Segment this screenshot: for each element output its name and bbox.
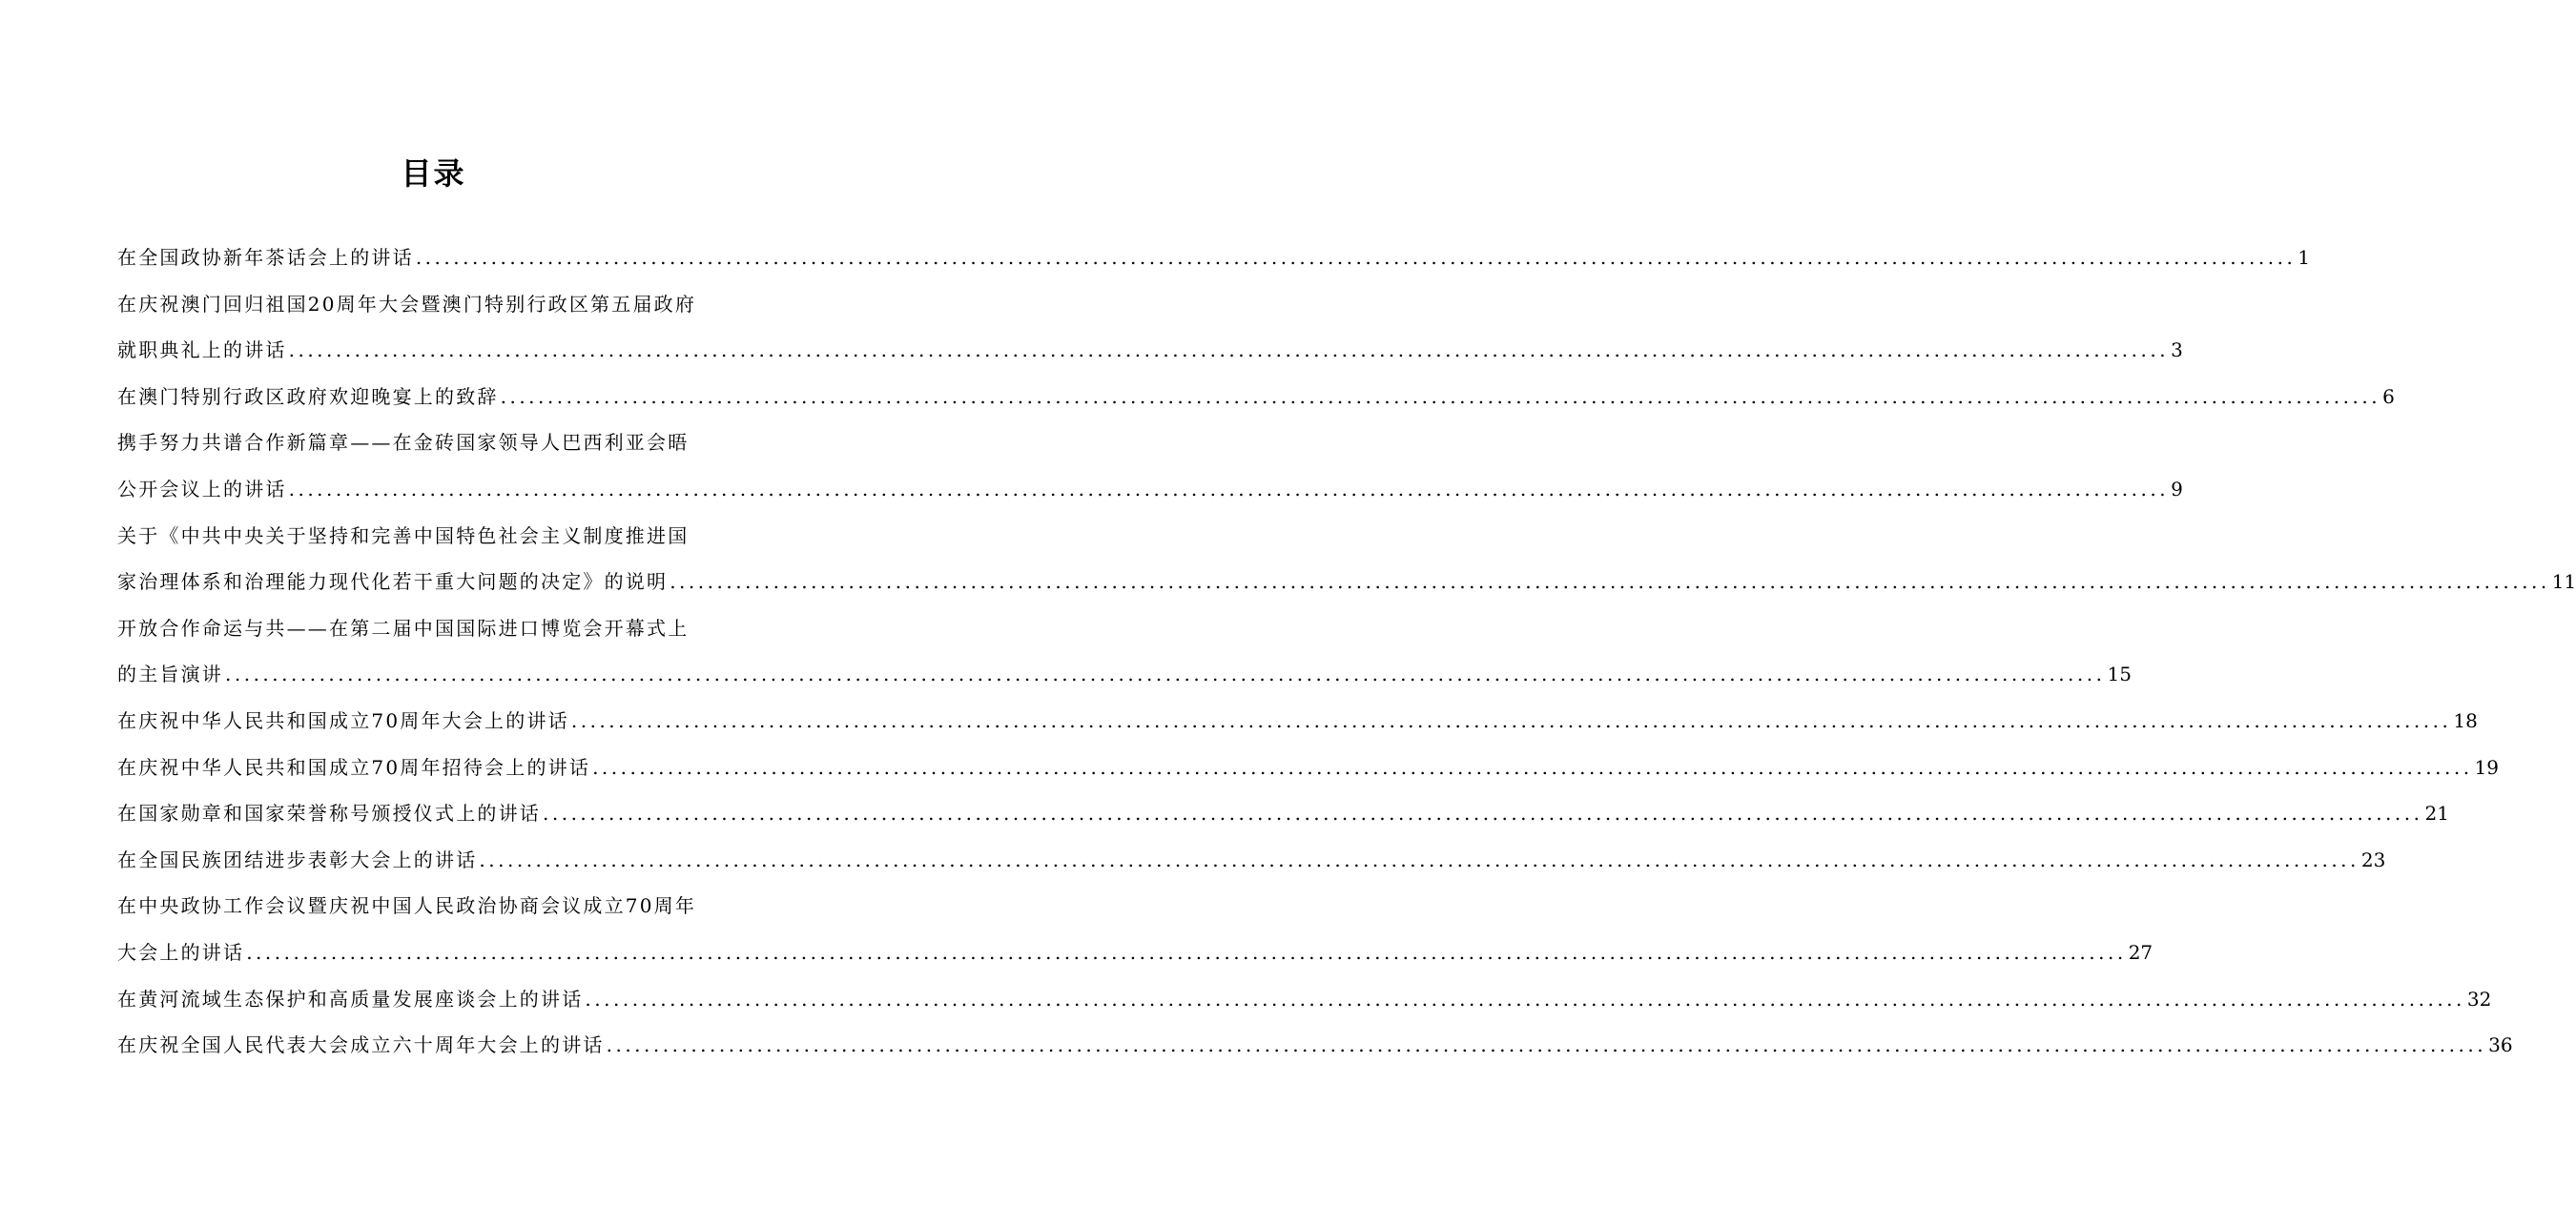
toc-entry[interactable] — [117, 883, 2154, 975]
toc-entry-line — [117, 837, 2386, 884]
toc-entry-title: 在庆祝中华人民共和国成立70周年大会上的讲话 — [117, 708, 569, 732]
toc-page-number: 11 — [2551, 570, 2576, 594]
toc-entry-title: 在澳门特别行政区政府欢迎晚宴上的致辞 — [117, 384, 499, 408]
toc-entry-line — [117, 281, 760, 328]
toc-entry[interactable] — [117, 513, 2576, 605]
toc-leader-dots: ........................................................................................................................................................................................................ — [246, 940, 2127, 964]
toc-page-number: 32 — [2466, 987, 2492, 1011]
toc-entry-title: 家治理体系和治理能力现代化若干重大问题的决定》的说明 — [117, 570, 669, 594]
toc-page-number: 23 — [2360, 848, 2386, 871]
toc-leader-dots: ........................................................................................................................................................................................................ — [288, 477, 2170, 501]
toc-leader-dots: ........................................................................................................................................................................................................ — [288, 338, 2170, 362]
toc-entry-line — [117, 235, 2311, 281]
toc-entry-title: 开放合作命运与共——在第二届中国国际进口博览会开幕式上 — [117, 616, 690, 640]
toc-page-number: 19 — [2474, 755, 2499, 779]
toc-entry-title: 关于《中共中央关于坚持和完善中国特色社会主义制度推进国 — [117, 523, 690, 547]
toc-page-number: 18 — [2453, 708, 2478, 732]
toc-entry-line — [117, 1022, 2513, 1069]
toc-entry-line — [117, 930, 2154, 976]
toc-leader-dots: ........................................................................................................................................................................................................ — [225, 663, 2106, 686]
toc-page-number: 36 — [2488, 1033, 2513, 1057]
toc-entry-title: 公开会议上的讲话 — [117, 477, 287, 501]
toc-leader-dots: ........................................................................................................................................................................................................ — [606, 1033, 2487, 1057]
toc-entry[interactable] — [117, 837, 2386, 884]
toc-entry-line — [117, 976, 2492, 1023]
toc-entry-line — [117, 327, 2183, 374]
toc-entry-line — [117, 790, 2449, 837]
toc-entry[interactable] — [117, 976, 2492, 1023]
toc-page-number: 15 — [2107, 663, 2132, 686]
toc-entry-title: 在全国民族团结进步表彰大会上的讲话 — [117, 848, 478, 871]
toc-entry[interactable] — [117, 235, 2311, 281]
toc-entry-title: 在庆祝澳门回归祖国20周年大会暨澳门特别行政区第五届政府 — [117, 292, 697, 316]
toc-entry-line — [117, 374, 2395, 420]
toc-title: 目录 — [401, 155, 466, 192]
toc-entry-title: 在庆祝中华人民共和国成立70周年招待会上的讲话 — [117, 755, 591, 779]
toc-leader-dots: ........................................................................................................................................................................................................ — [479, 848, 2360, 871]
toc-entry-line — [117, 651, 2132, 698]
toc-leader-dots: ........................................................................................................................................................................................................ — [500, 384, 2381, 408]
toc-leader-dots: ........................................................................................................................................................................................................ — [543, 802, 2423, 826]
toc-entry-line — [117, 745, 2499, 791]
toc-entry-title: 在国家勋章和国家荣誉称号颁授仪式上的讲话 — [117, 802, 541, 826]
toc-entry-line — [117, 513, 760, 560]
toc-entry-title: 就职典礼上的讲话 — [117, 338, 287, 362]
table-of-contents — [117, 235, 2576, 1069]
toc-entry-title: 在黄河流域生态保护和高质量发展座谈会上的讲话 — [117, 987, 584, 1011]
toc-entry-title: 在中央政协工作会议暨庆祝中国人民政治协商会议成立70周年 — [117, 894, 697, 918]
toc-page-number: 9 — [2171, 477, 2183, 501]
toc-entry-line — [117, 698, 2478, 745]
toc-leader-dots: ........................................................................................................................................................................................................ — [592, 755, 2473, 779]
toc-entry[interactable] — [117, 419, 2183, 512]
toc-entry[interactable] — [117, 698, 2478, 745]
toc-leader-dots: ........................................................................................................................................................................................................ — [415, 246, 2297, 269]
toc-page-number: 1 — [2298, 246, 2311, 269]
toc-entry-title: 大会上的讲话 — [117, 940, 245, 964]
toc-page-number: 3 — [2171, 338, 2183, 362]
toc-entry-line — [117, 559, 2576, 605]
toc-entry-line — [117, 466, 2183, 513]
toc-page-number: 6 — [2382, 384, 2395, 408]
toc-entry[interactable] — [117, 745, 2499, 791]
toc-entry[interactable] — [117, 374, 2395, 420]
toc-entry-title: 在庆祝全国人民代表大会成立六十周年大会上的讲话 — [117, 1033, 605, 1057]
toc-entry[interactable] — [117, 790, 2449, 837]
toc-entry[interactable] — [117, 605, 2132, 698]
toc-entry-title: 携手努力共谱合作新篇章——在金砖国家领导人巴西利亚会晤 — [117, 431, 690, 455]
toc-leader-dots: ........................................................................................................................................................................................................ — [570, 708, 2452, 732]
toc-entry-line — [117, 883, 760, 930]
toc-leader-dots: ........................................................................................................................................................................................................ — [585, 987, 2465, 1011]
toc-page-number: 21 — [2424, 802, 2449, 826]
toc-page-number: 27 — [2128, 940, 2154, 964]
toc-entry[interactable] — [117, 1022, 2513, 1069]
toc-entry-title: 在全国政协新年茶话会上的讲话 — [117, 246, 414, 269]
toc-leader-dots: ........................................................................................................................................................................................................ — [670, 570, 2550, 594]
toc-entry[interactable] — [117, 281, 2183, 374]
toc-entry-title: 的主旨演讲 — [117, 663, 223, 686]
toc-entry-line — [117, 605, 760, 652]
toc-entry-line — [117, 419, 760, 466]
